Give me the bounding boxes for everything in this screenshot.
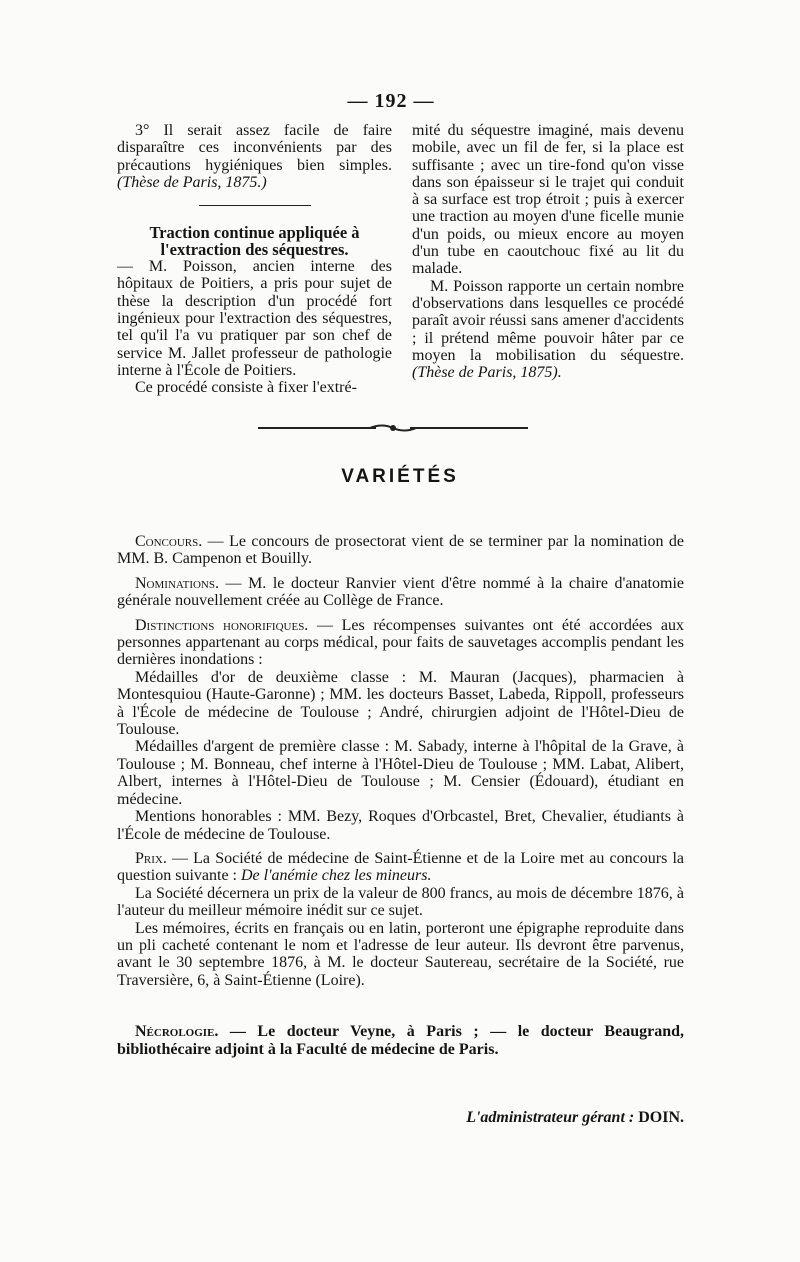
page-number: — 192 —: [347, 90, 435, 112]
prix-paragraph-2: La Société décernera un prix de la valeur de 800 francs, au mois de décembre 1876, à l'auteur du meilleur mémoire inédit sur ce sujet.: [117, 884, 684, 920]
intro-text: 3° Il serait assez facile de faire disparaître ces inconvénients par des précautions hygiéniques bien simples.: [117, 122, 392, 174]
signature-role: L'administrateur gérant :: [466, 1109, 635, 1126]
medailles-or-paragraph: Médailles d'or de deuxième classe : M. Mauran (Jacques), pharmacien à Montesquiou (Haute-Garonne) ; MM. les docteurs Basset, Labeda, Rippoll, professeurs à l'École de médecine de Toulouse ; André, chirurgien adjoint de l'Hôtel-Dieu de Toulouse.: [117, 668, 684, 739]
ornamental-divider: [258, 422, 528, 434]
concours-paragraph: [117, 533, 684, 568]
intro-source: (Thèse de Paris, 1875.): [117, 173, 267, 191]
necrologie-text: — Le docteur Veyne, à Paris ; — le docteur Beaugrand, bibliothécaire adjoint à la Faculté de médecine de Paris.: [117, 1023, 684, 1058]
signature: [395, 1109, 684, 1127]
prix-paragraph-3: Les mémoires, écrits en français ou en latin, porteront une épigraphe reproduite dans un pli cacheté contenant le nom et l'adresse de leur auteur. Ils devront être parvenus, avant le 30 septembre 1876, à M. le docteur Sautereau, secrétaire de la Société, rue Traversière, 6, à Saint-Étienne (Loire).: [117, 919, 684, 989]
divider-left-bar: [258, 427, 376, 429]
right-column: [412, 122, 684, 381]
left-column: [117, 122, 392, 397]
nominations-label: Nominations.: [135, 574, 219, 592]
results-paragraph: [412, 278, 684, 382]
varietes-body: [117, 533, 684, 1058]
signature-name: DOIN.: [638, 1109, 684, 1126]
divider-right-bar: [410, 427, 528, 429]
procedure-paragraph-start: Ce procédé consiste à fixer l'extré-: [135, 379, 357, 397]
intro-paragraph: [117, 122, 392, 191]
prix-text: — La Société de médecine de Saint-Étienne et de la Loire met au concours la question suivante :: [117, 849, 684, 885]
distinctions-paragraph: [117, 617, 684, 669]
prix-question: De l'anémie chez les mineurs.: [240, 867, 432, 885]
concours-label: Concours.: [135, 533, 203, 550]
procedure-continuation: mité du séquestre imaginé, mais devenu mobile, avec un fil de fer, si la place est suffisante ; avec un tire-fond qu'on visse dans son épaisseur si le trajet qui conduit à sa surface est trop étroit ; puis à exercer une traction au moyen d'une ficelle munie d'un poids, ou mieux encore au moyen d'un tube en caoutchouc fixé au lit du malade.: [412, 122, 684, 278]
short-rule: [199, 205, 311, 206]
distinctions-text: — Les récompenses suivantes ont été accordées aux personnes appartenant au corps médical, pour faits de sauvetages accomplis pendant les dernières inondations :: [117, 616, 684, 669]
nominations-paragraph: [117, 575, 684, 610]
necrologie-label: Nécrologie.: [135, 1023, 219, 1041]
medailles-argent-paragraph: Médailles d'argent de première classe : M. Sabady, interne à l'hôpital de la Grave, à Toulouse ; M. Bonneau, chef interne à l'Hôtel-Dieu de Toulouse ; MM. Labat, Alibert, Albert, internes à l'Hôtel-Dieu de Toulouse ; M. Censier (Édouard), étudiant en médecine.: [117, 738, 684, 808]
results-text: M. Poisson rapporte un certain nombre d'observations dans lesquelles ce procédé paraît avoir réussi sans amener d'accidents ; il prétend même pouvoir hâter par ce moyen la mobilisation du séquestre.: [412, 277, 684, 364]
mentions-paragraph: Mentions honorables : MM. Bezy, Roques d'Orbcastel, Bret, Chevalier, étudiants à l'École de médecine de Toulouse.: [117, 808, 684, 843]
prix-label: Prix.: [135, 849, 167, 867]
necrologie-paragraph: [117, 1023, 684, 1058]
subheading: Traction continue appliquée à l'extraction des séquestres.: [149, 223, 360, 260]
section-title: VARIÉTÉS: [341, 466, 459, 487]
poisson-paragraph: — M. Poisson, ancien interne des hôpitaux de Poitiers, a pris pour sujet de thèse la description d'un procédé fort ingénieux pour l'extraction des séquestres, tel qu'il l'a vu pratiquer par son chef de service M. Jallet professeur de pathologie interne à l'École de Poitiers.: [117, 258, 392, 379]
distinctions-label: Distinctions honorifiques.: [135, 616, 309, 634]
prix-paragraph: [117, 850, 684, 885]
nominations-text: — M. le docteur Ranvier vient d'être nommé à la chaire d'anatomie générale nouvellement créée au Collège de France.: [117, 574, 684, 610]
results-source: (Thèse de Paris, 1875).: [412, 364, 562, 382]
concours-text: — Le concours de prosectorat vient de se terminer par la nomination de MM. B. Campenon et Bouilly.: [117, 533, 684, 568]
